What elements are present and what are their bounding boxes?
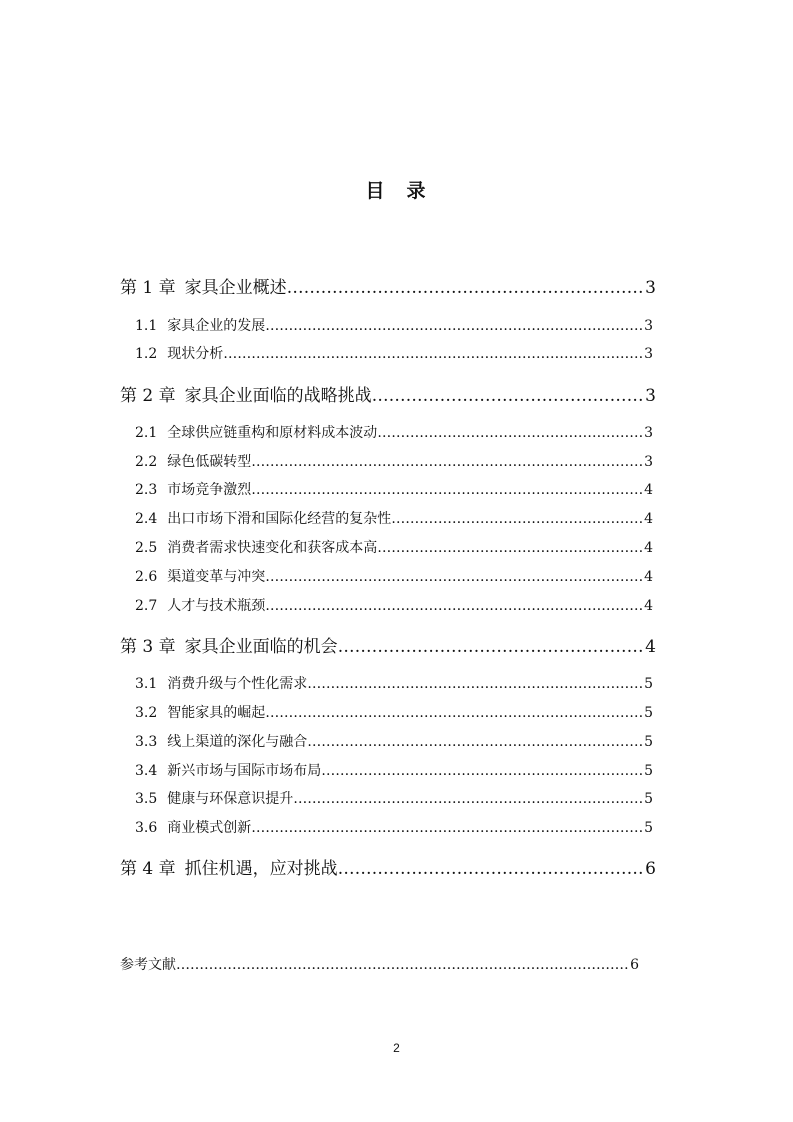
section-number: 3.4 bbox=[135, 763, 158, 779]
section-number: 3.6 bbox=[135, 820, 158, 836]
section-page: 4 bbox=[644, 540, 653, 556]
section-title: 人才与技术瓶颈 bbox=[167, 598, 266, 614]
chapter-page: 6 bbox=[645, 859, 656, 878]
dot-leader bbox=[176, 957, 629, 973]
page-number: 2 bbox=[393, 1041, 400, 1055]
dot-leader bbox=[307, 676, 643, 692]
section-number: 3.1 bbox=[135, 676, 158, 692]
chapter-number: 第 3 章 bbox=[120, 637, 176, 656]
toc-title-char-2: 录 bbox=[406, 180, 428, 202]
section-title: 家具企业的发展 bbox=[167, 318, 266, 334]
section-page: 3 bbox=[644, 454, 653, 470]
section-title: 消费者需求快速变化和获客成本高 bbox=[167, 540, 378, 556]
toc-chapter-3[interactable] bbox=[120, 632, 656, 656]
references-title: 参考文献 bbox=[120, 957, 176, 973]
toc-section-1-1[interactable] bbox=[135, 315, 653, 335]
dot-leader bbox=[293, 791, 643, 807]
section-title: 现状分析 bbox=[167, 346, 224, 362]
section-number: 2.6 bbox=[135, 569, 158, 585]
chapter-page: 3 bbox=[645, 386, 656, 405]
section-page: 5 bbox=[644, 763, 653, 779]
chapter-page: 3 bbox=[645, 278, 656, 297]
toc-chapter-1[interactable] bbox=[120, 273, 656, 297]
toc-section-3-4[interactable] bbox=[135, 760, 653, 780]
section-page: 4 bbox=[644, 569, 653, 585]
toc-section-2-3[interactable] bbox=[135, 479, 653, 499]
toc-references[interactable] bbox=[120, 954, 639, 974]
toc-section-2-4[interactable] bbox=[135, 508, 653, 528]
section-number: 2.3 bbox=[135, 482, 158, 498]
section-title: 绿色低碳转型 bbox=[167, 454, 252, 470]
dot-leader bbox=[265, 598, 643, 614]
dot-leader bbox=[265, 318, 643, 334]
section-title: 出口市场下滑和国际化经营的复杂性 bbox=[167, 511, 392, 527]
section-number: 2.5 bbox=[135, 540, 158, 556]
section-number: 2.1 bbox=[135, 425, 158, 441]
section-page: 5 bbox=[644, 820, 653, 836]
section-page: 5 bbox=[644, 676, 653, 692]
toc-chapter-4[interactable] bbox=[120, 854, 656, 878]
section-page: 4 bbox=[644, 511, 653, 527]
toc-chapter-2[interactable] bbox=[120, 381, 656, 405]
dot-leader bbox=[251, 820, 643, 836]
chapter-title: 家具企业概述 bbox=[184, 278, 287, 297]
dot-leader bbox=[307, 734, 643, 750]
dot-leader bbox=[391, 511, 643, 527]
dot-leader bbox=[338, 859, 645, 878]
section-title: 市场竞争激烈 bbox=[167, 482, 252, 498]
section-page: 3 bbox=[644, 346, 653, 362]
dot-leader bbox=[321, 763, 643, 779]
dot-leader bbox=[251, 482, 643, 498]
section-number: 2.2 bbox=[135, 454, 158, 470]
dot-leader bbox=[377, 540, 643, 556]
section-page: 5 bbox=[644, 734, 653, 750]
section-page: 4 bbox=[644, 598, 653, 614]
section-number: 1.1 bbox=[135, 318, 158, 334]
dot-leader bbox=[265, 569, 643, 585]
section-title: 商业模式创新 bbox=[167, 820, 252, 836]
toc-section-2-7[interactable] bbox=[135, 595, 653, 615]
section-title: 消费升级与个性化需求 bbox=[167, 676, 308, 692]
chapter-title: 家具企业面临的机会 bbox=[184, 637, 338, 656]
toc-title bbox=[0, 176, 793, 203]
section-title: 健康与环保意识提升 bbox=[167, 791, 294, 807]
chapter-number: 第 2 章 bbox=[120, 386, 176, 405]
dot-leader bbox=[251, 454, 643, 470]
toc-section-2-2[interactable] bbox=[135, 451, 653, 471]
toc-section-2-5[interactable] bbox=[135, 537, 653, 557]
section-title: 智能家具的崛起 bbox=[167, 705, 266, 721]
section-number: 3.5 bbox=[135, 791, 158, 807]
chapter-number: 第 4 章 bbox=[120, 859, 176, 878]
chapter-page: 4 bbox=[645, 637, 656, 656]
dot-leader bbox=[372, 386, 645, 405]
toc-section-3-1[interactable] bbox=[135, 673, 653, 693]
dot-leader bbox=[377, 425, 643, 441]
section-number: 3.3 bbox=[135, 734, 158, 750]
section-page: 4 bbox=[644, 482, 653, 498]
section-title: 全球供应链重构和原材料成本波动 bbox=[167, 425, 378, 441]
section-page: 5 bbox=[644, 791, 653, 807]
section-page: 3 bbox=[644, 425, 653, 441]
toc-section-3-3[interactable] bbox=[135, 731, 653, 751]
toc-section-2-1[interactable] bbox=[135, 422, 653, 442]
dot-leader bbox=[265, 705, 643, 721]
toc-section-1-2[interactable] bbox=[135, 343, 653, 363]
section-page: 5 bbox=[644, 705, 653, 721]
section-number: 2.7 bbox=[135, 598, 158, 614]
chapter-title: 抓住机遇，应对挑战 bbox=[184, 859, 338, 878]
section-title: 线上渠道的深化与融合 bbox=[167, 734, 308, 750]
toc-section-3-6[interactable] bbox=[135, 817, 653, 837]
toc-section-2-6[interactable] bbox=[135, 566, 653, 586]
chapter-title: 家具企业面临的战略挑战 bbox=[184, 386, 372, 405]
section-title: 新兴市场与国际市场布局 bbox=[167, 763, 322, 779]
references-page: 6 bbox=[630, 957, 639, 973]
chapter-number: 第 1 章 bbox=[120, 278, 176, 297]
toc-section-3-5[interactable] bbox=[135, 788, 653, 808]
section-number: 1.2 bbox=[135, 346, 158, 362]
toc-section-3-2[interactable] bbox=[135, 702, 653, 722]
dot-leader bbox=[287, 278, 645, 297]
section-number: 2.4 bbox=[135, 511, 158, 527]
section-number: 3.2 bbox=[135, 705, 158, 721]
section-page: 3 bbox=[644, 318, 653, 334]
dot-leader bbox=[223, 346, 643, 362]
toc-title-char-1: 目 bbox=[365, 180, 387, 202]
dot-leader bbox=[338, 637, 645, 656]
section-title: 渠道变革与冲突 bbox=[167, 569, 266, 585]
